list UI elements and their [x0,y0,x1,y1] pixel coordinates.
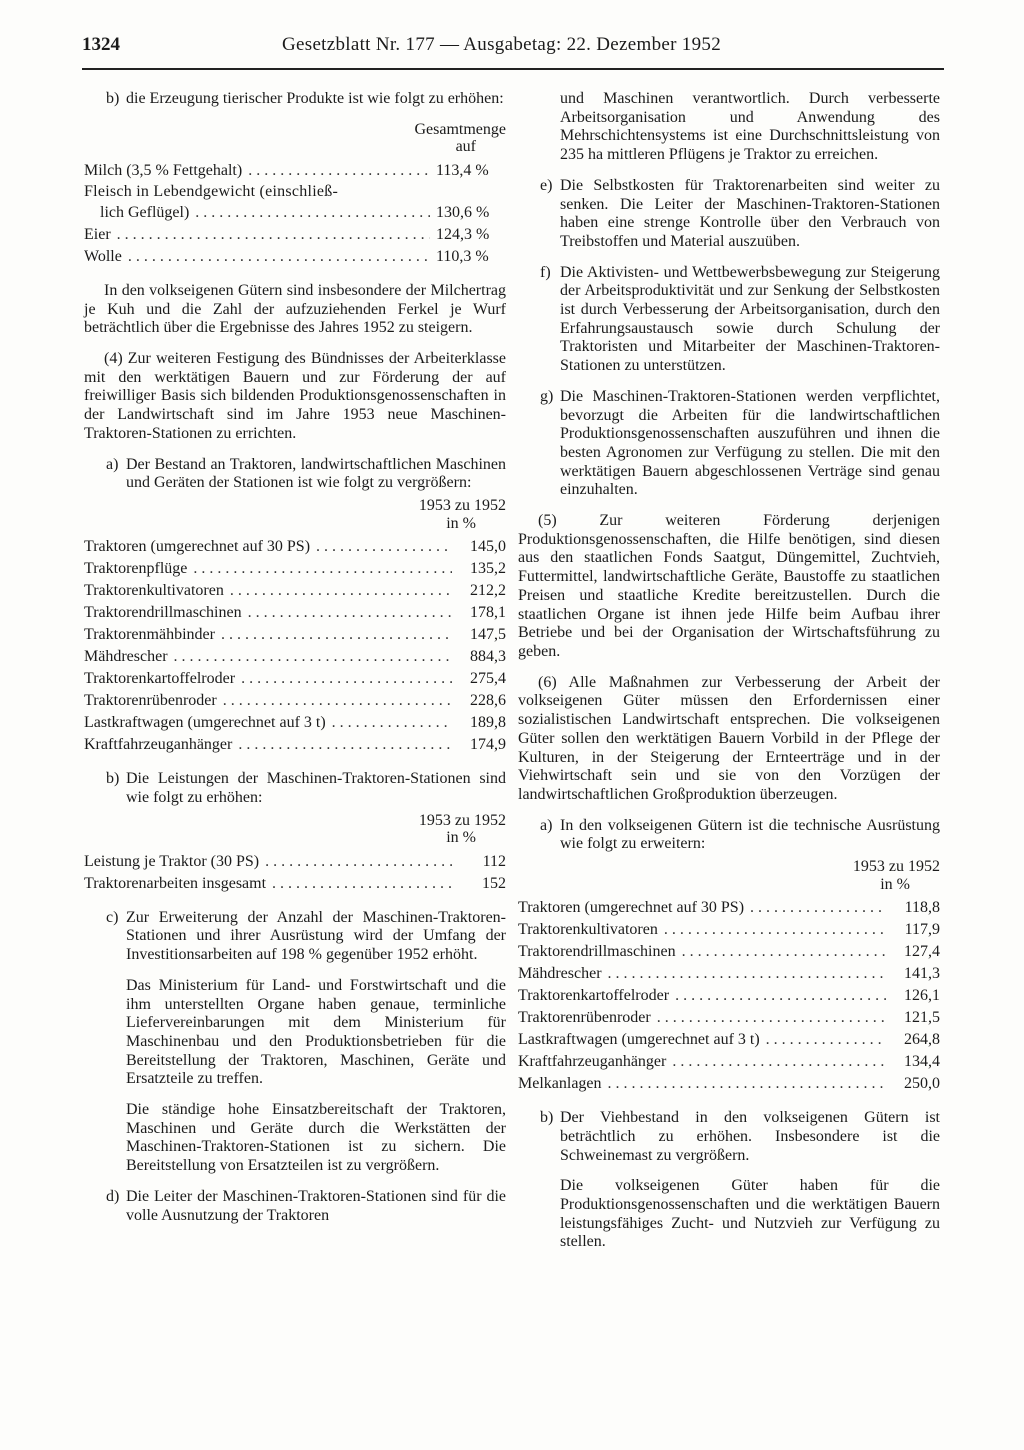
table-stations [84,536,506,756]
row-value: 174,9 [470,736,506,754]
item-label: a) [106,455,119,473]
header-title: Gesetzblatt Nr. 177 — Ausgabetag: 22. Dezember 1952 [282,34,721,55]
table-products [84,160,506,268]
item-label: b) [540,1109,554,1127]
table-row [84,182,506,202]
table-row [518,1051,940,1073]
row-value: 145,0 [470,538,506,556]
row-value: 126,1 [904,987,940,1005]
table-row [518,1029,940,1051]
row-label: Traktorenkultivatoren [84,582,224,600]
paragraph-gueter: In den volkseigenen Gütern sind insbesondere der Milchertrag je Kuh und die Zahl der aufzuziehenden Ferkel je Wurf beträchtlich über die Ergebnisse des Jahres 1952 zu steigern. [84,281,506,337]
row-label: Mähdrescher [518,965,602,983]
row-label: Traktorenarbeiten insgesamt [84,874,267,892]
table-row [518,919,940,941]
table-row [84,536,506,558]
row-label: Traktorenkultivatoren [518,921,658,939]
table-row [518,1007,940,1029]
table-row [84,224,506,246]
row-label: Melkanlagen [518,1075,602,1093]
item-label: b) [106,90,120,107]
item-label: e) [540,176,553,194]
section-b-performance [84,770,506,807]
row-value: 117,9 [904,921,940,939]
item-text: Die Leistungen der Maschinen-Traktoren-Stationen sind wie folgt zu erhöhen: [126,770,506,806]
table-row [84,602,506,624]
row-value: 121,5 [904,1009,940,1027]
table-row [84,246,506,268]
row-label: Traktorenmähbinder [84,626,215,644]
row-label: Milch (3,5 % Fettgehalt) [84,161,243,179]
row-value: 127,4 [904,943,940,961]
table-row [84,851,506,873]
table-row [84,558,506,580]
section-a-equipment [518,817,940,854]
table-row [84,202,506,224]
item-text: Die Maschinen-Traktoren-Stationen werden verpflichtet, bevorzugt die Arbeiten für die landwirtschaftlichen Produktionsgenossenschaften auszuführen und ihnen die besten Agronomen zur Verfügung zu stellen. Die mit den werktätigen Bauern abgeschlossenen Verträge sind genau einzuhalten. [560,387,940,499]
section-b-livestock [518,1109,940,1165]
row-value: 147,5 [470,626,506,644]
table-row [518,963,940,985]
left-column [84,90,506,1237]
row-label: Traktorendrillmaschinen [518,943,676,961]
table-row [84,712,506,734]
row-label: lich Geflügel) [100,203,190,221]
row-label: Traktorenpflüge [84,560,188,578]
paragraph-5: (5) Zur weiteren Förderung derjenigen Produktionsgenossenschaften, die Hilfe benötigen, sind diesen aus den staatlichen Fonds Saatgut, Düngemittel, Zuchtvieh, Futtermittel, landwirtschaftliche Geräte, Baustoffe zu staatlichen Preisen und staatliche Kredite bereitzustellen. Durch die staatlichen Organe ist ihnen jede Hilfe beim Aufbau ihrer Betriebe und bei der Organisation der Wirtschaftsführung zu geben. [518,512,940,660]
table-row [518,985,940,1007]
right-column [518,90,940,1264]
table-header-line: 1953 zu 1952 [852,858,940,876]
paragraph-ministry: Das Ministerium für Land- und Forstwirtschaft und die ihm unterstellten Organe haben genaue, terminliche Liefervereinbarungen mit dem Ministerium für Maschinenbau und den Produktionsbetrieben für die Bereitstellung der Traktoren, Maschinen, Geräte und Ersatzteile zu treffen. [126,976,506,1088]
row-label: Traktorenkartoffelroder [84,670,236,688]
table-row [84,646,506,668]
table-row [518,941,940,963]
row-label: Mähdrescher [84,648,168,666]
row-value: 130,6 % [436,203,490,221]
row-value: 152 [482,874,506,892]
row-value: 141,3 [904,965,940,983]
item-label: g) [540,387,554,405]
table-header-performance [84,812,506,847]
table-header-line: in % [446,829,476,847]
section-e-costs [518,177,940,252]
row-value: 212,2 [470,582,506,600]
row-label: Lastkraftwagen (umgerechnet auf 3 t) [518,1031,760,1049]
table-header-line: in % [446,514,476,532]
table-header-stations [84,497,506,532]
row-value: 275,4 [470,670,506,688]
paragraph-readiness: Die ständige hohe Einsatzbereitschaft der Traktoren, Maschinen und Geräte durch die Werkstätten der Maschinen-Traktoren-Stationen ist zu sichern. Die Bereitstellung von Ersatzteilen ist zu vergrößern. [126,1101,506,1175]
item-label: f) [540,263,551,281]
row-label: Traktorenrübenroder [84,692,217,710]
row-value: 134,4 [904,1053,940,1071]
row-label: Kraftfahrzeuganhänger [518,1053,667,1071]
row-label: Lastkraftwagen (umgerechnet auf 3 t) [84,714,326,732]
item-text: Die Aktivisten- und Wettbewerbsbewegung zur Steigerung der Arbeitsproduktivität und zur Senkung der Selbstkosten ist durch Verbesserung der Arbeitsorganisation, durch den Erfahrungsaustausch sowie durch Schulung der Traktoristen und Mitarbeiter der Maschinen-Traktoren-Stationen zu unterstützen. [560,263,940,375]
section-b-products [84,90,506,109]
row-value: 264,8 [904,1031,940,1049]
table-header-line: auf [455,138,476,156]
table-performance [84,851,506,895]
section-d-leaders [84,1188,506,1225]
item-text: Der Viehbestand in den volkseigenen Gütern ist beträchtlich zu erhöhen. Insbesondere ist die Schweinemast zu vergrößern. [560,1109,940,1164]
table-row [84,624,506,646]
item-text: Die Leiter der Maschinen-Traktoren-Stationen sind für die volle Ausnutzung der Traktoren [126,1187,506,1224]
item-text: Der Bestand an Traktoren, landwirtschaftlichen Maschinen und Geräten der Stationen ist wie folgt zu vergrößern: [126,455,506,492]
row-value: 228,6 [470,692,506,710]
row-label: Kraftfahrzeuganhänger [84,736,233,754]
row-value: 113,4 % [436,161,489,179]
table-row [84,160,506,182]
row-label: Traktoren (umgerechnet auf 30 PS) [518,899,745,917]
item-label: b) [106,770,120,788]
row-label: Leistung je Traktor (30 PS) [84,852,260,870]
table-header-line: 1953 zu 1952 [418,811,506,829]
row-value: 189,8 [470,714,506,732]
row-label: Eier [84,225,111,243]
row-value: 110,3 % [436,247,489,265]
section-a-stations [84,456,506,493]
section-c-investment [84,909,506,965]
table-header-line: 1953 zu 1952 [418,496,506,514]
table-header-line: Gesamtmenge [414,120,506,138]
row-value: 178,1 [470,604,506,622]
table-equipment [518,897,940,1095]
row-label: Fleisch in Lebendgewicht (einschließ- [84,182,339,200]
table-header-products [84,121,506,156]
row-value: 250,0 [904,1075,940,1093]
row-value: 118,8 [904,899,940,917]
item-label: a) [540,816,553,834]
row-label: Traktorendrillmaschinen [84,604,242,622]
table-row [84,580,506,602]
item-text: In den volkseigenen Gütern ist die technische Ausrüstung wie folgt zu erweitern: [560,816,940,853]
item-text: Die Selbstkosten für Traktorenarbeiten sind weiter zu senken. Die Leiter der Maschinen-Traktoren-Stationen haben eine strenge Kontrolle über den Verbrauch von Treibstoffen und Material auszuüben. [560,176,940,250]
table-row [518,1073,940,1095]
row-value: 135,2 [470,560,506,578]
page-number: 1324 [82,34,120,55]
paragraph-d-continued: und Maschinen verantwortlich. Durch verbesserte Arbeitsorganisation und Anwendung des Mehrschichtensystems ist eine Durchschnittsleistung von 235 ha mittleren Pflügens je Traktor zu erreichen. [560,90,940,164]
row-label: Wolle [84,247,122,265]
table-row [84,734,506,756]
table-header-line: in % [880,875,910,893]
table-row [84,668,506,690]
item-text: Zur Erweiterung der Anzahl der Maschinen-Traktoren-Stationen und ihrer Ausrüstung wird der Umfang der Investitionsarbeiten auf 198 % gegenüber 1952 erhöht. [126,908,506,964]
row-value: 112 [482,852,506,870]
table-header-equipment [518,858,940,893]
row-value: 884,3 [470,648,506,666]
table-row [84,690,506,712]
row-label: Traktorenrübenroder [518,1009,651,1027]
row-label: Traktorenkartoffelroder [518,987,670,1005]
row-value: 124,3 % [436,225,490,243]
item-label: d) [106,1187,120,1205]
paragraph-breeding: Die volkseigenen Güter haben für die Produktionsgenossenschaften und die werktätigen Bauern leistungsfähiges Zucht- und Nutzvieh zur Verfügung zu stellen. [560,1177,940,1251]
item-label: c) [106,908,119,926]
paragraph-4: (4) Zur weiteren Festigung des Bündnisses der Arbeiterklasse mit den werktätigen Bauern und zur Förderung der auf freiwilliger Basis sich bildenden Produktionsgenossenschaften in der Landwirtschaft sind im Jahre 1953 neue Maschinen-Traktoren-Stationen zu errichten. [84,350,506,442]
paragraph-6: (6) Alle Maßnahmen zur Verbesserung der Arbeit der volkseigenen Güter müssen den Erfordernissen einer sozialistischen Landwirtschaft entsprechen. Die volkseigenen Güter sollen den werktätigen Bauern Vorbild in der Pflege der Kulturen, in der Steigerung der Ernteerträge und in der Viehwirtschaft sein und sie von den Vorzügen der landwirtschaftlichen Großproduktion überzeugen. [518,673,940,803]
item-text: die Erzeugung tierischer Produkte ist wie folgt zu erhöhen: [126,90,504,107]
table-row [84,873,506,895]
row-label: Traktoren (umgerechnet auf 30 PS) [84,538,311,556]
section-g-obligations [518,388,940,500]
section-f-activists [518,264,940,376]
page-header [82,34,944,70]
table-row [518,897,940,919]
